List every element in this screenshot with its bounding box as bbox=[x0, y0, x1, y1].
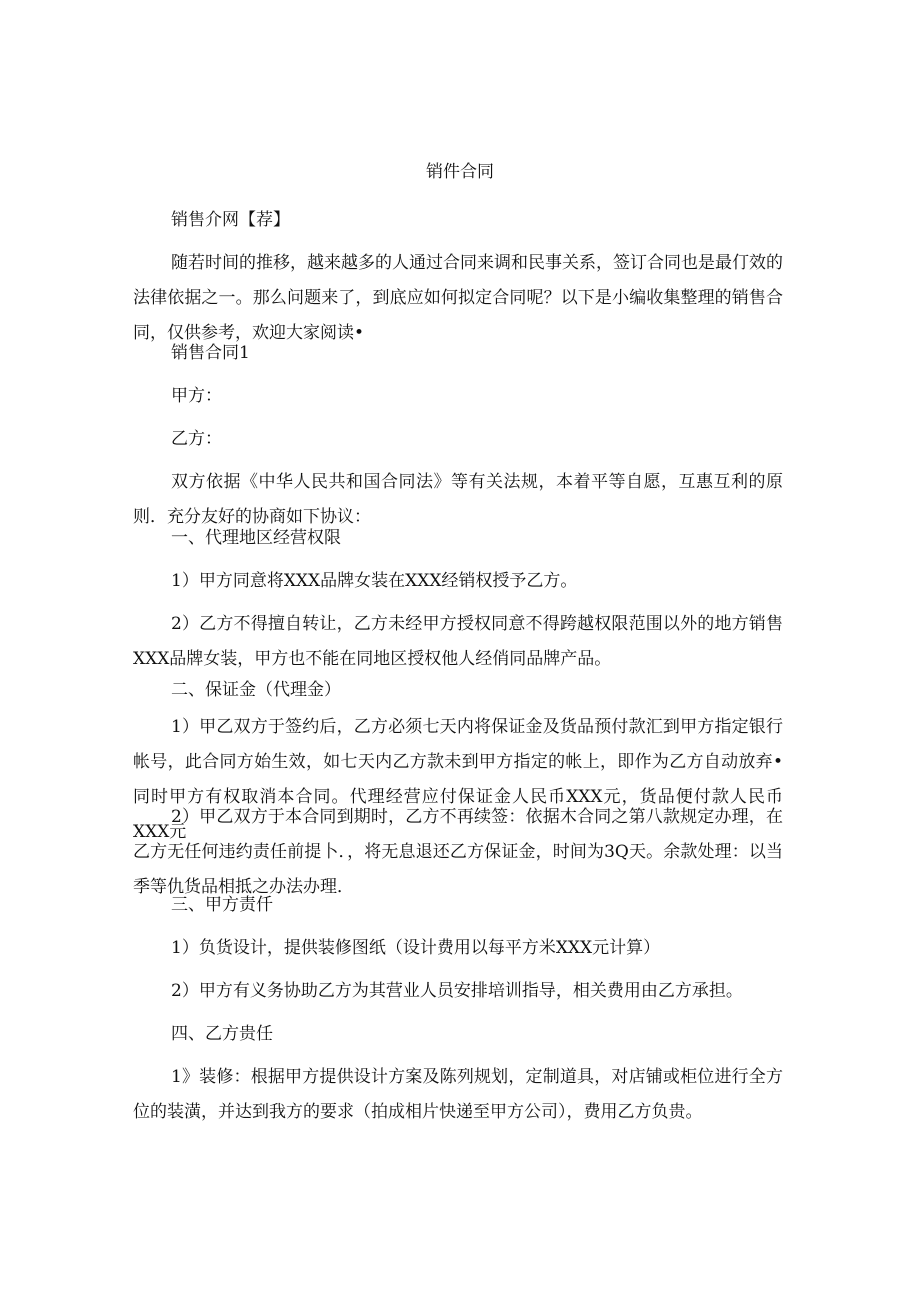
section-heading-1: 一、代理地区经营权限 bbox=[171, 528, 341, 548]
paragraph-party-b: 乙方： bbox=[171, 429, 222, 449]
clause-3-1: 1）负货设计，提供装修图纸（设计费用以每平方米XXX元计算） bbox=[171, 938, 661, 958]
paragraph-contract-heading: 销售合同1 bbox=[171, 343, 250, 363]
document-title: 销件合同 bbox=[426, 162, 494, 182]
clause-3-2: 2）甲方有义务协助乙方为其营业人员安排培训指导，相关费用由乙方承担。 bbox=[171, 981, 743, 1001]
paragraph-party-a: 甲方： bbox=[171, 386, 222, 406]
clause-2-2: 2）甲乙双方于本合同到期时，乙方不再续签：依据木合同之第八款规定办理，在乙方无任何违约责任前提卜．，将无息退还乙方保证金，时间为3Q天。余款处理：以当季等仇货品相抵之办法办理． bbox=[133, 807, 783, 897]
clause-4-1: 1》装修：根据甲方提供设计方案及陈列规划，定制道具，对店铺或柜位进行全方位的装潢，并达到我方的要求（拍成相片快递至甲方公司），费用乙方负贵。 bbox=[133, 1067, 783, 1122]
section-heading-4: 四、乙方贵任 bbox=[171, 1024, 273, 1044]
paragraph-intro: 随若时间的推移，越来越多的人通过合同来调和民事关系，签订合同也是最仃效的法律依据之一。那么问题来了，到底应如何拟定合同呢？以下是小编收集整理的销售合同，仅供参考，欢迎大家阅读• bbox=[133, 253, 783, 343]
paragraph-preamble: 双方依据《中华人民共和国合同法》等有关法规，本着平等自愿，互惠互利的原则．充分友好的协商如下协议： bbox=[133, 472, 783, 527]
section-heading-2: 二、保证金（代理金） bbox=[171, 680, 341, 700]
clause-1-1: 1）甲方同意将XXX品牌女装在XXX经销权授予乙方。 bbox=[171, 571, 578, 591]
clause-2-1: 1）甲乙双方于签约后，乙方必须七天内将保证金及货品预付款汇到甲方指定银行帐号，此合同方始生效，如七天内乙方款未到甲方指定的帐上，即作为乙方自动放弃•同时甲方有权取消本合同。代理经营应付保证金人民币XXX元，货品便付款人民币XXX元 bbox=[133, 717, 783, 842]
section-heading-3: 三、甲方责仟 bbox=[171, 895, 273, 915]
paragraph-subtitle: 销售介网【荐】 bbox=[171, 210, 290, 230]
clause-1-2: 2）乙方不得擅自转让，乙方未经甲方授权同意不得跨越权限范围以外的地方销售XXX品牌女装，甲方也不能在同地区授权他人经俏同品牌产品。 bbox=[133, 614, 783, 669]
